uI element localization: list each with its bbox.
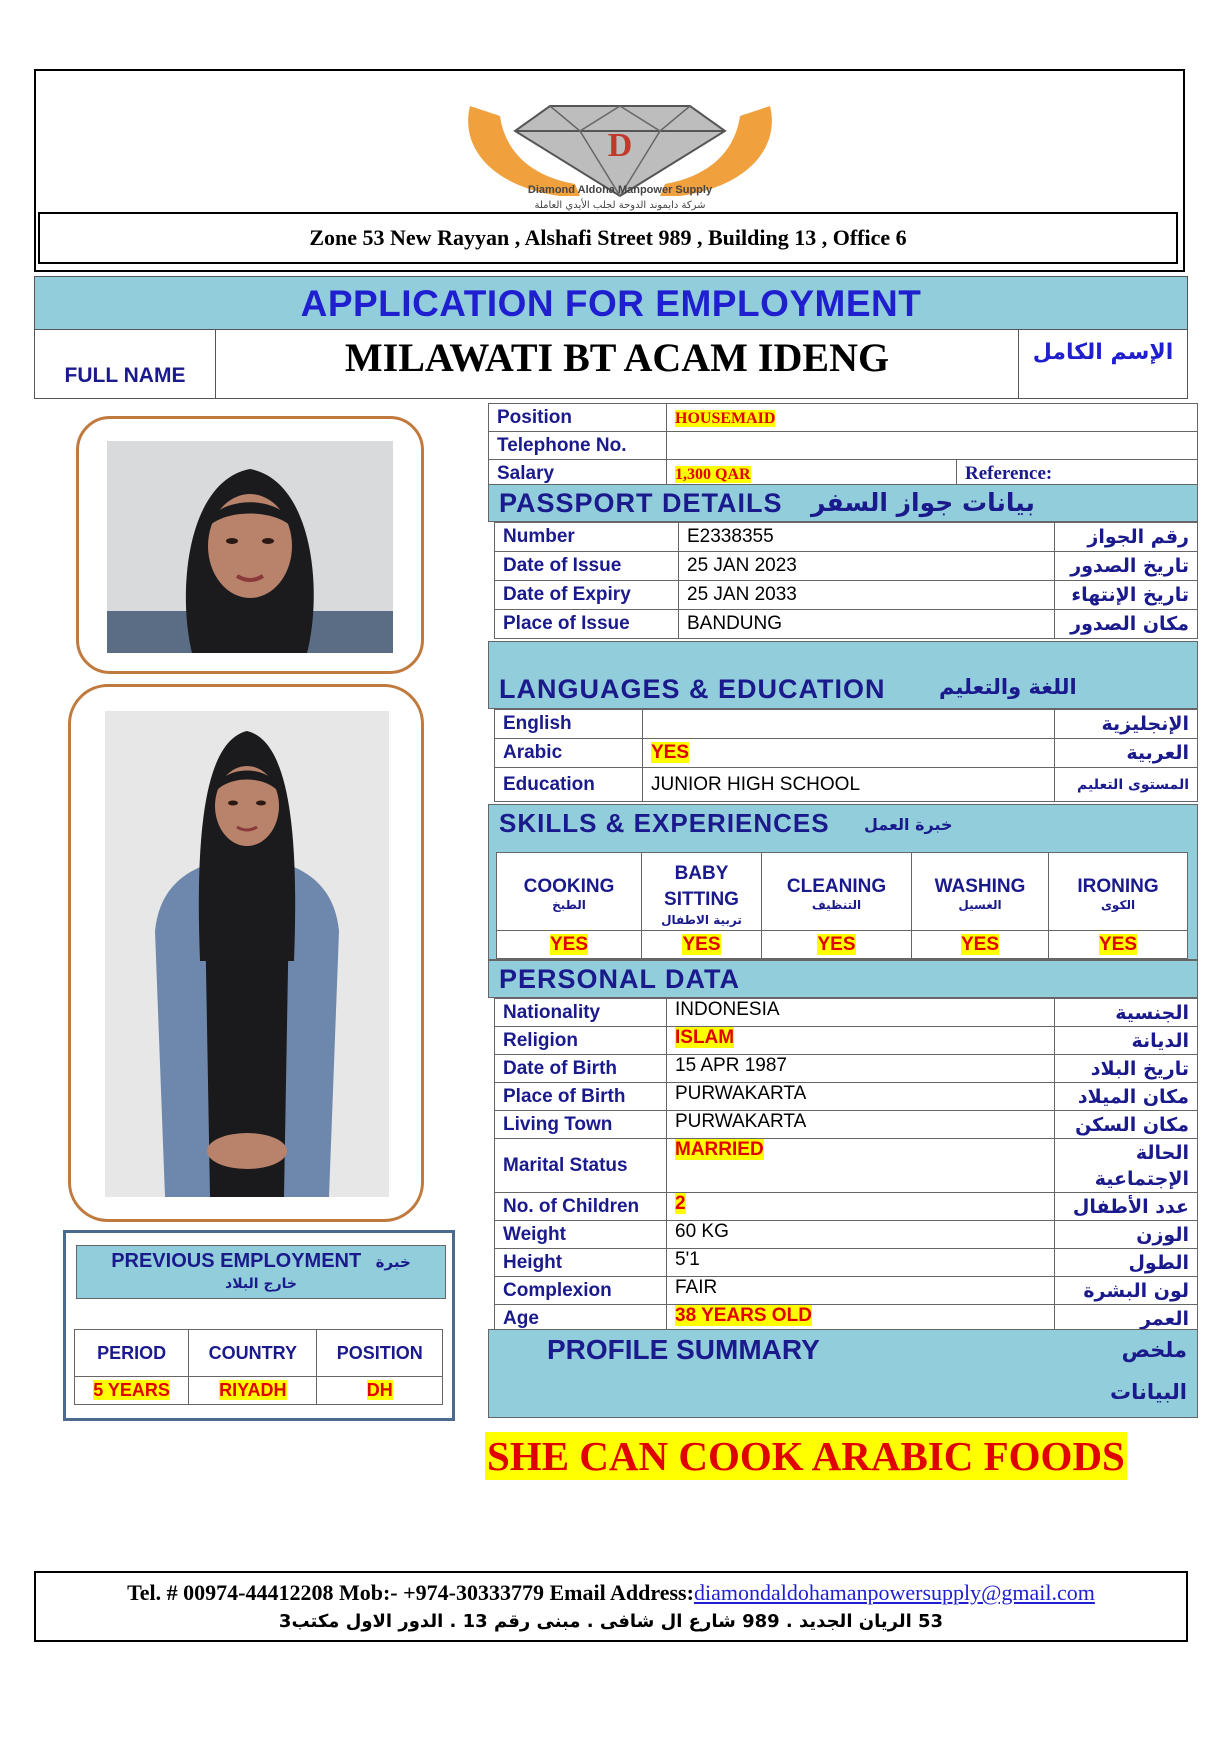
previous-employment-title-ar-2: خارج البلاد bbox=[225, 1276, 297, 1292]
skill-washing-value: YES bbox=[960, 933, 1000, 955]
arabic-value: YES bbox=[651, 742, 690, 763]
complexion-label: Complexion bbox=[495, 1277, 667, 1305]
company-logo bbox=[430, 76, 810, 216]
skill-cooking-label: COOKING bbox=[523, 875, 615, 897]
company-name-en: Diamond Aldoha Manpower Supply bbox=[527, 184, 713, 196]
prev-position: DH bbox=[366, 1379, 393, 1400]
place-of-issue-label-ar: مكان الصدور bbox=[1055, 610, 1198, 639]
education-value: JUNIOR HIGH SCHOOL bbox=[643, 768, 1055, 802]
nationality-value: INDONESIA bbox=[667, 999, 1055, 1027]
expiry-date-label: Date of Expiry bbox=[495, 581, 679, 610]
issue-date-label: Date of Issue bbox=[495, 552, 679, 581]
previous-employment-table bbox=[74, 1329, 443, 1405]
profile-summary-title: PROFILE SUMMARY bbox=[547, 1334, 820, 1365]
height-value: 5'1 bbox=[667, 1249, 1055, 1277]
skill-cleaning-label-ar: التنظيف bbox=[811, 897, 862, 912]
skill-washing-label: WASHING bbox=[934, 875, 1026, 897]
place-of-issue-value: BANDUNG bbox=[679, 610, 1055, 639]
personal-table bbox=[494, 998, 1198, 1333]
english-label-ar: الإنجليزية bbox=[1055, 710, 1198, 739]
previous-employment-title-ar-1: خبرة bbox=[375, 1253, 411, 1271]
marital-status-label: Marital Status bbox=[495, 1139, 667, 1193]
footer bbox=[34, 1571, 1188, 1642]
prev-header-position: POSITION bbox=[317, 1330, 443, 1377]
religion-label: Religion bbox=[495, 1027, 667, 1055]
weight-label: Weight bbox=[495, 1221, 667, 1249]
skill-baby-sitting-label: BABY SITTING bbox=[664, 862, 739, 910]
skill-cooking bbox=[497, 853, 642, 931]
religion-label-ar: الديانة bbox=[1055, 1027, 1198, 1055]
passport-section-header bbox=[488, 484, 1198, 522]
passport-title: PASSPORT DETAILS bbox=[499, 488, 783, 518]
prev-country: RIYADH bbox=[219, 1379, 287, 1400]
profile-summary-title-ar-2: البيانات bbox=[1110, 1380, 1187, 1404]
skill-ironing bbox=[1049, 853, 1188, 931]
living-town-label: Living Town bbox=[495, 1111, 667, 1139]
previous-employment-title: PREVIOUS EMPLOYMENT bbox=[111, 1250, 362, 1272]
skill-washing bbox=[912, 853, 1049, 931]
skill-cleaning-label: CLEANING bbox=[786, 875, 887, 897]
languages-table bbox=[494, 709, 1198, 802]
skill-ironing-label: IRONING bbox=[1077, 875, 1159, 897]
full-name-ar-cell bbox=[1018, 330, 1187, 398]
salary-label: Salary bbox=[489, 460, 667, 488]
passport-number-label-ar: رقم الجواز bbox=[1055, 523, 1198, 552]
skill-ironing-value: YES bbox=[1098, 933, 1138, 955]
skill-cooking-label-ar: الطبخ bbox=[552, 897, 586, 912]
full-name-row bbox=[34, 329, 1188, 399]
page-title: APPLICATION FOR EMPLOYMENT bbox=[34, 276, 1188, 330]
education-label: Education bbox=[495, 768, 643, 802]
salary-value: 1,300 QAR bbox=[675, 465, 751, 483]
nationality-label-ar: الجنسية bbox=[1055, 999, 1198, 1027]
skill-washing-label-ar: الغسيل bbox=[958, 897, 1002, 912]
complexion-label-ar: لون البشرة bbox=[1055, 1277, 1198, 1305]
skill-ironing-label-ar: الكوى bbox=[1100, 897, 1136, 912]
skill-baby-sitting bbox=[642, 853, 762, 931]
marital-status-label-ar: الحالة الإجتماعية bbox=[1055, 1139, 1198, 1193]
height-label: Height bbox=[495, 1249, 667, 1277]
profile-summary-section bbox=[488, 1329, 1198, 1418]
prev-period: 5 YEARS bbox=[93, 1379, 170, 1400]
previous-employment-header bbox=[76, 1245, 446, 1299]
full-name-label-cell bbox=[35, 330, 216, 398]
footer-contact bbox=[36, 1580, 1186, 1606]
languages-title: LANGUAGES & EDUCATION bbox=[499, 674, 886, 704]
skill-cooking-value: YES bbox=[549, 933, 589, 955]
pob-label: Place of Birth bbox=[495, 1083, 667, 1111]
personal-section-header bbox=[488, 960, 1198, 998]
passport-title-ar: بيانات جواز السفر bbox=[811, 488, 1035, 517]
english-label: English bbox=[495, 710, 643, 739]
previous-employment-panel bbox=[63, 1230, 455, 1421]
skill-cleaning-value: YES bbox=[817, 933, 856, 955]
portrait-photo bbox=[107, 441, 393, 653]
weight-value: 60 KG bbox=[667, 1221, 1055, 1249]
passport-number-value: E2338355 bbox=[679, 523, 1055, 552]
children-label-ar: عدد الأطفال bbox=[1055, 1193, 1198, 1221]
skills-title: SKILLS & EXPERIENCES bbox=[499, 808, 830, 838]
dob-label: Date of Birth bbox=[495, 1055, 667, 1083]
profile-summary-text: SHE CAN COOK ARABIC FOODS bbox=[487, 1433, 1125, 1479]
pob-label-ar: مكان الميلاد bbox=[1055, 1083, 1198, 1111]
languages-title-ar: اللغة والتعليم bbox=[939, 675, 1077, 699]
full-name-label-ar: الإسم الكامل bbox=[1032, 340, 1174, 365]
complexion-value: FAIR bbox=[667, 1277, 1055, 1305]
telephone-label: Telephone No. bbox=[489, 432, 667, 460]
dob-value: 15 APR 1987 bbox=[667, 1055, 1055, 1083]
portrait-photo-frame bbox=[76, 416, 424, 674]
skill-baby-sitting-label-ar: تربية الاطفال bbox=[661, 912, 742, 927]
education-label-ar: المستوى التعليم bbox=[1055, 768, 1198, 802]
children-value: 2 bbox=[675, 1193, 686, 1214]
job-table bbox=[488, 403, 1198, 488]
telephone-value bbox=[667, 432, 1198, 460]
issue-date-value: 25 JAN 2023 bbox=[679, 552, 1055, 581]
prev-header-country: COUNTRY bbox=[189, 1330, 317, 1377]
company-address: Zone 53 New Rayyan , Alshafi Street 989 , Building 13 , Office 6 bbox=[38, 212, 1178, 264]
prev-header-period: PERIOD bbox=[75, 1330, 189, 1377]
passport-table bbox=[494, 522, 1198, 639]
place-of-issue-label: Place of Issue bbox=[495, 610, 679, 639]
marital-status-value: MARRIED bbox=[675, 1139, 764, 1160]
religion-value: ISLAM bbox=[675, 1027, 735, 1048]
english-value bbox=[643, 710, 1055, 739]
arabic-label-ar: العربية bbox=[1055, 739, 1198, 768]
skill-cleaning bbox=[762, 853, 912, 931]
skill-baby-sitting-value: YES bbox=[682, 933, 721, 955]
skills-table bbox=[496, 852, 1188, 959]
dob-label-ar: تاريخ البلاد bbox=[1055, 1055, 1198, 1083]
age-label-ar: العمر bbox=[1055, 1305, 1198, 1333]
age-value: 38 YEARS OLD bbox=[675, 1305, 812, 1326]
personal-title: PERSONAL DATA bbox=[499, 964, 741, 994]
skills-title-ar: خبرة العمل bbox=[864, 815, 953, 834]
expiry-date-value: 25 JAN 2033 bbox=[679, 581, 1055, 610]
living-town-label-ar: مكان السكن bbox=[1055, 1111, 1198, 1139]
logo-letter: D bbox=[607, 127, 633, 164]
position-value: HOUSEMAID bbox=[675, 409, 776, 427]
height-label-ar: الطول bbox=[1055, 1249, 1198, 1277]
company-name-ar: شركة دايموند الدوحة لجلب الأيدي العاملة bbox=[534, 200, 706, 211]
age-label: Age bbox=[495, 1305, 667, 1333]
fullbody-photo bbox=[105, 711, 389, 1197]
nationality-label: Nationality bbox=[495, 999, 667, 1027]
reference-label: Reference: bbox=[957, 460, 1198, 488]
footer-address-ar: 53 الريان الجديد . 989 شارع ال شافى . مبنى رقم 13 . الدور الاول مكتب3 bbox=[278, 1611, 944, 1632]
living-town-value: PURWAKARTA bbox=[667, 1111, 1055, 1139]
footer-email-link[interactable]: diamondaldohamanpowersupply@gmail.com bbox=[693, 1580, 1095, 1605]
fullbody-photo-frame bbox=[68, 684, 424, 1222]
pob-value: PURWAKARTA bbox=[667, 1083, 1055, 1111]
expiry-date-label-ar: تاريخ الإنتهاء bbox=[1055, 581, 1198, 610]
passport-number-label: Number bbox=[495, 523, 679, 552]
full-name-value: MILAWATI BT ACAM IDENG bbox=[344, 335, 890, 380]
position-label: Position bbox=[489, 404, 667, 432]
footer-contact-prefix: Tel. # 00974-44412208 Mob:- +974-30333779 Email Address: bbox=[127, 1580, 694, 1605]
weight-label-ar: الوزن bbox=[1055, 1221, 1198, 1249]
children-label: No. of Children bbox=[495, 1193, 667, 1221]
arabic-label: Arabic bbox=[495, 739, 643, 768]
full-name-label: FULL NAME bbox=[64, 364, 186, 387]
profile-summary-title-ar-1: ملخص bbox=[1121, 1338, 1187, 1362]
languages-section-header bbox=[488, 641, 1198, 709]
issue-date-label-ar: تاريخ الصدور bbox=[1055, 552, 1198, 581]
